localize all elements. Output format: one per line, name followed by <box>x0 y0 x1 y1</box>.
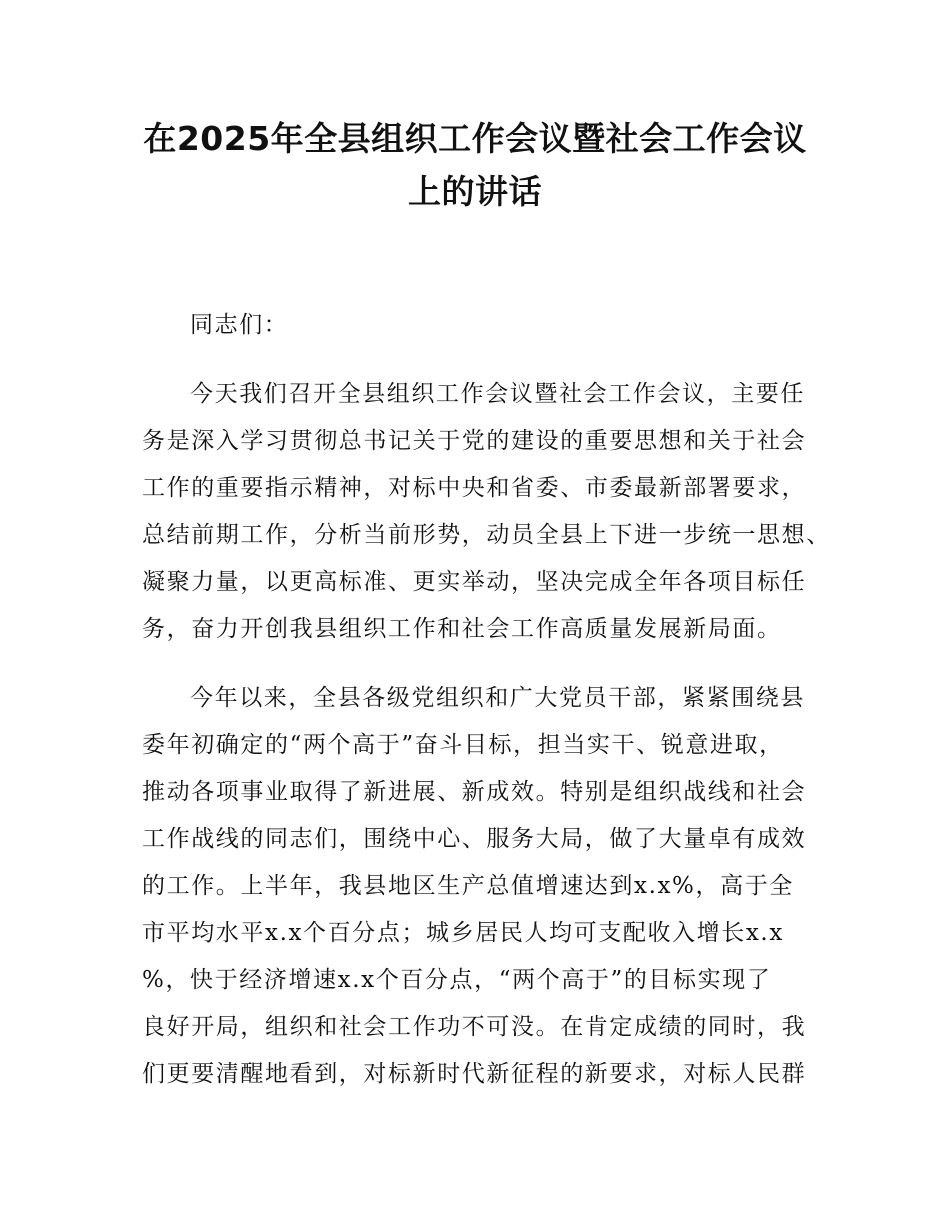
title-line-2: 上的讲话 <box>408 172 542 211</box>
text-line: 工作战线的同志们，围绕中心、服务大局，做了大量卓有成效 <box>142 826 807 852</box>
text-line: 务是深入学习贯彻总书记关于党的建设的重要思想和关于社会 <box>142 428 807 454</box>
text-line: 总结前期工作，分析当前形势，动员全县上下进一步统一思想、 <box>142 522 831 548</box>
paragraph-progress <box>142 675 832 1098</box>
paragraph-salutation <box>142 302 832 349</box>
text-line: 推动各项事业取得了新进展、新成效。特别是组织战线和社会 <box>142 779 807 805</box>
text-line: 们更要清醒地看到，对标新时代新征程的新要求，对标人民群 <box>142 1061 807 1087</box>
document-title <box>120 112 830 218</box>
text-line: 今天我们召开全县组织工作会议暨社会工作会议，主要任 <box>190 381 805 407</box>
text-line: 工作的重要指示精神，对标中央和省委、市委最新部署要求， <box>142 475 807 501</box>
text-line: 凝聚力量，以更高标准、更实举动，坚决完成全年各项目标任 <box>142 569 807 595</box>
text-line: 委年初确定的“两个高于”奋斗目标，担当实干、锐意进取， <box>142 732 784 758</box>
paragraph-intro <box>142 371 832 653</box>
title-line-1: 在2025年全县组织工作会议暨社会工作会议 <box>143 119 807 158</box>
text-line: 今年以来，全县各级党组织和广大党员干部，紧紧围绕县 <box>190 685 805 711</box>
text-line: 的工作。上半年，我县地区生产总值增速达到x.x%，高于全 <box>142 873 794 899</box>
text-line: 务，奋力开创我县组织工作和社会工作高质量发展新局面。 <box>142 616 782 642</box>
text-line: 同志们： <box>190 312 289 338</box>
document-body <box>142 302 832 1120</box>
text-line: 市平均水平x.x个百分点；城乡居民人均可支配收入增长x.x <box>142 920 784 946</box>
text-line: %，快于经济增速x.x个百分点，“两个高于”的目标实现了 <box>142 967 772 993</box>
text-line: 良好开局，组织和社会工作功不可没。在肯定成绩的同时，我 <box>142 1014 807 1040</box>
